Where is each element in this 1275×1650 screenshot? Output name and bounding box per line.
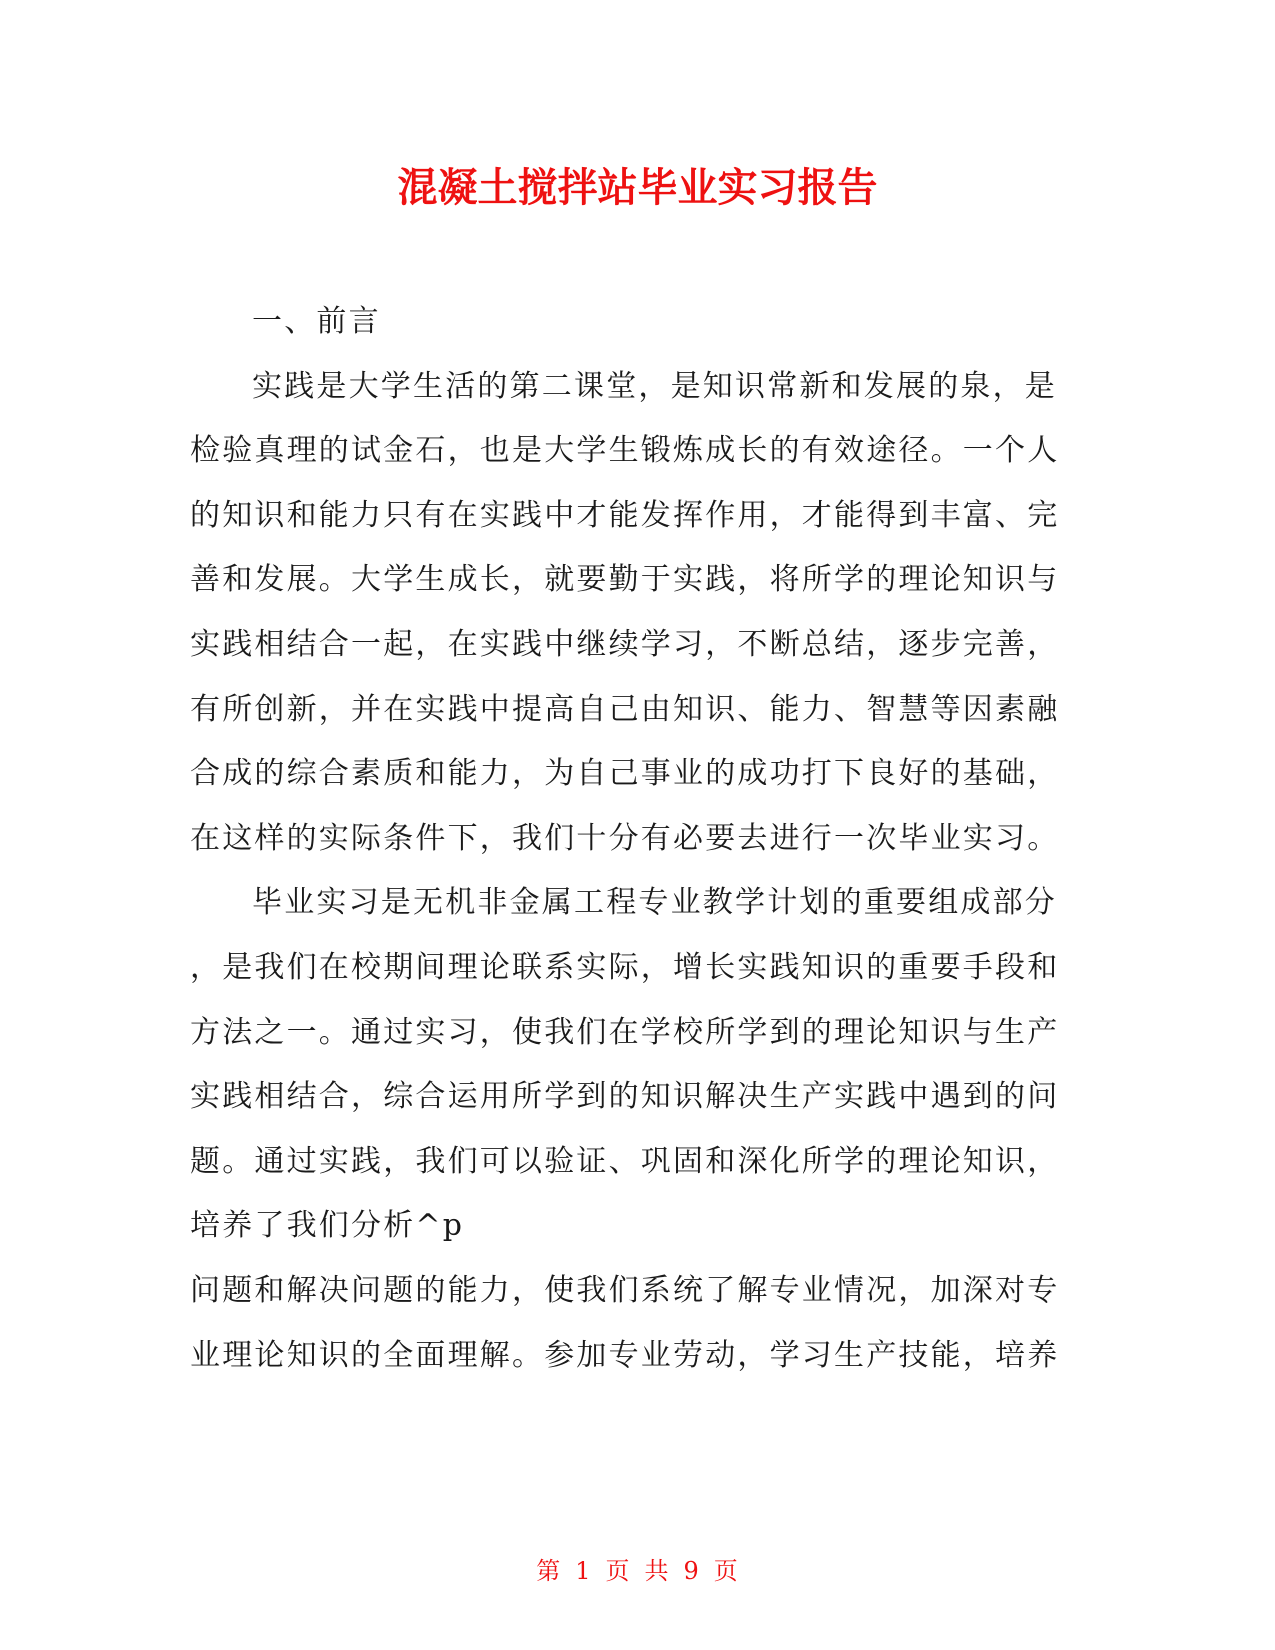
footer-page-label: 页: [605, 1557, 631, 1585]
footer-total-pages: 9: [683, 1557, 700, 1585]
body-line: ，是我们在校期间理论联系实际，增长实践知识的重要手段和: [190, 949, 1060, 985]
body-line: 检验真理的试金石，也是大学生锻炼成长的有效途径。一个人: [190, 433, 1060, 469]
footer-suffix: 页: [713, 1557, 739, 1585]
body-line: 问题和解决问题的能力，使我们系统了解专业情况，加深对专: [190, 1272, 1060, 1308]
body-line: 实践相结合，综合运用所学到的知识解决生产实践中遇到的问: [190, 1079, 1060, 1115]
footer-prefix: 第: [536, 1557, 562, 1585]
body-line: 题。通过实践，我们可以验证、巩固和深化所学的理论知识，: [190, 1143, 1060, 1179]
page-number-footer: [0, 1556, 1275, 1586]
body-line: 合成的综合素质和能力，为自己事业的成功打下良好的基础，: [190, 756, 1060, 792]
body-line: 有所创新，并在实践中提高自己由知识、能力、智慧等因素融: [190, 691, 1060, 727]
body-line: 业理论知识的全面理解。参加专业劳动，学习生产技能，培养: [190, 1337, 1060, 1373]
body-line: 毕业实习是无机非金属工程专业教学计划的重要组成部分: [252, 885, 1057, 921]
body-line: 培养了我们分析^p: [190, 1208, 465, 1244]
section-heading: 一、前言: [252, 304, 381, 339]
body-line: 实践是大学生活的第二课堂，是知识常新和发展的泉，是: [252, 368, 1057, 404]
document-body: [190, 290, 1090, 1388]
body-line: 善和发展。大学生成长，就要勤于实践，将所学的理论知识与: [190, 562, 1060, 598]
document-title: 混凝土搅拌站毕业实习报告: [397, 165, 878, 211]
body-line: 的知识和能力只有在实践中才能发挥作用，才能得到丰富、完: [190, 497, 1060, 533]
body-line: 方法之一。通过实习，使我们在学校所学到的理论知识与生产: [190, 1014, 1060, 1050]
footer-total-label: 共: [644, 1557, 670, 1585]
footer-current-page: 1: [575, 1557, 592, 1585]
body-line: 实践相结合一起，在实践中继续学习，不断总结，逐步完善，: [190, 626, 1060, 662]
body-line: 在这样的实际条件下，我们十分有必要去进行一次毕业实习。: [190, 820, 1060, 856]
